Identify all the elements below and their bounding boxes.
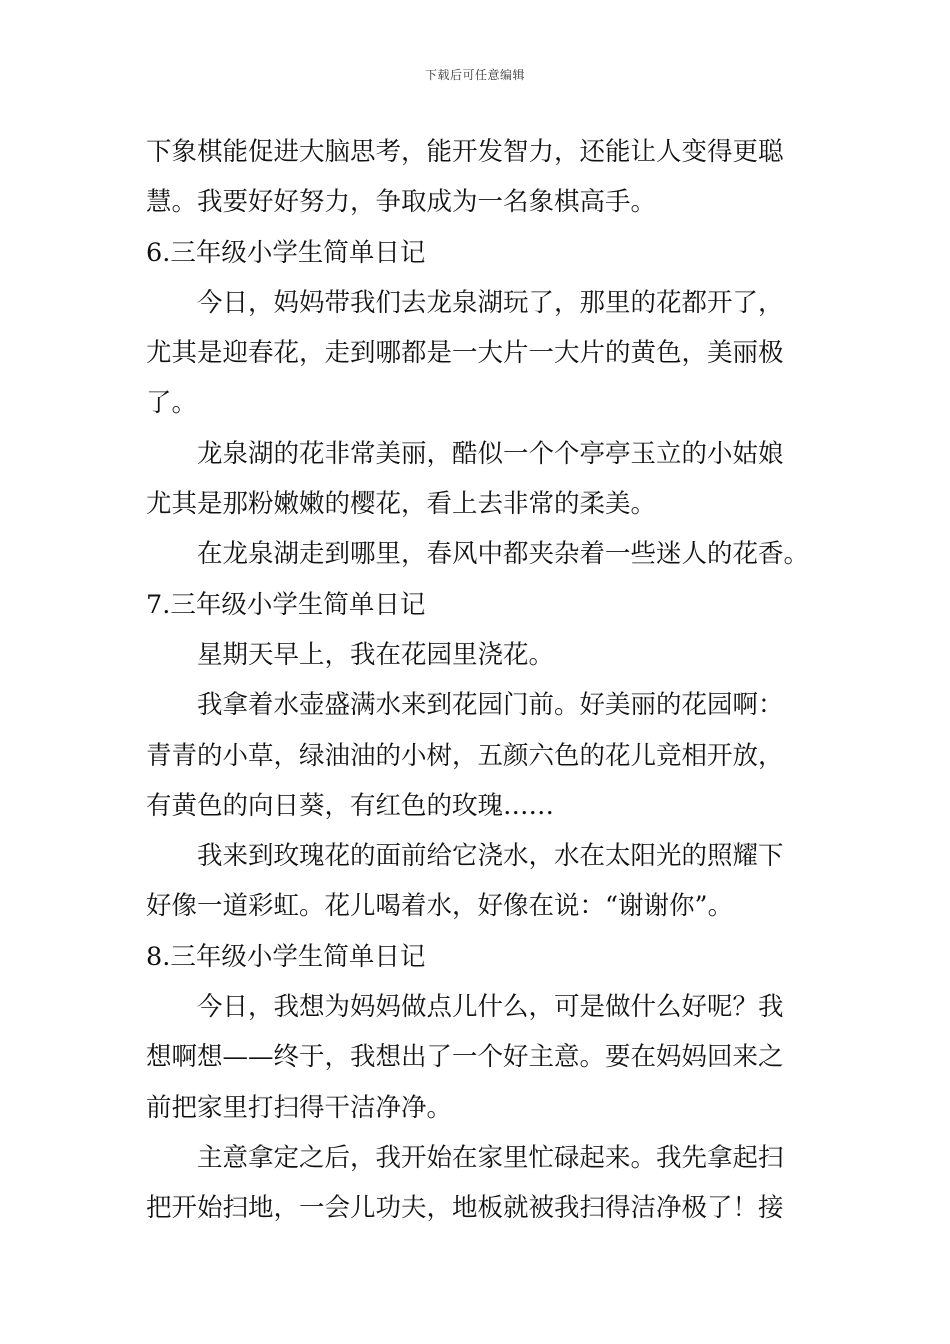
text-line: 了。 xyxy=(146,388,198,419)
text-line: 把开始扫地，一会儿功夫，地板就被我扫得洁净极了！接 xyxy=(146,1193,784,1224)
text-line: 有黄色的向日葵，有红色的玫瑰…… xyxy=(146,790,555,821)
text-line: 好像一道彩虹。花儿喝着水，好像在说：“谢谢你”。 xyxy=(146,891,734,922)
text-line: 慧。我要好好努力，争取成为一名象棋高手。 xyxy=(146,187,657,218)
text-line: 主意拿定之后，我开始在家里忙碌起来。我先拿起扫 xyxy=(197,1142,784,1173)
text-line: 想啊想——终于，我想出了一个好主意。要在妈妈回来之 xyxy=(146,1042,784,1073)
text-line: 在龙泉湖走到哪里，春风中都夹杂着一些迷人的花香。 xyxy=(197,539,810,570)
text-line: 下象棋能促进大脑思考，能开发智力，还能让人变得更聪 xyxy=(146,137,784,167)
text-line: 龙泉湖的花非常美丽，酷似一个个亭亭玉立的小姑娘 xyxy=(197,438,784,469)
text-line: 尤其是那粉嫩嫩的樱花，看上去非常的柔美。 xyxy=(146,489,657,520)
text-line: 星期天早上，我在花园里浇花。 xyxy=(197,639,555,670)
text-line: 8.三年级小学生简单日记 xyxy=(146,941,426,972)
text-line: 前把家里打扫得干洁净净。 xyxy=(146,1092,453,1123)
page-header: 下载后可任意编辑 xyxy=(424,68,525,82)
text-line: 我来到玫瑰花的面前给它浇水，水在太阳光的照耀下 xyxy=(197,841,784,872)
text-line: 青青的小草，绿油油的小树，五颜六色的花儿竞相开放， xyxy=(146,740,784,771)
text-line: 6.三年级小学生简单日记 xyxy=(146,237,426,268)
text-line: 尤其是迎春花，走到哪都是一大片一大片的黄色，美丽极 xyxy=(146,338,784,369)
text-line: 7.三年级小学生简单日记 xyxy=(146,589,426,620)
text-line: 今日，妈妈带我们去龙泉湖玩了，那里的花都开了， xyxy=(197,287,784,318)
text-line: 今日，我想为妈妈做点儿什么，可是做什么好呢？我 xyxy=(197,992,784,1023)
document-body xyxy=(146,127,810,1234)
text-line: 我拿着水壶盛满水来到花园门前。好美丽的花园啊： xyxy=(197,690,784,721)
